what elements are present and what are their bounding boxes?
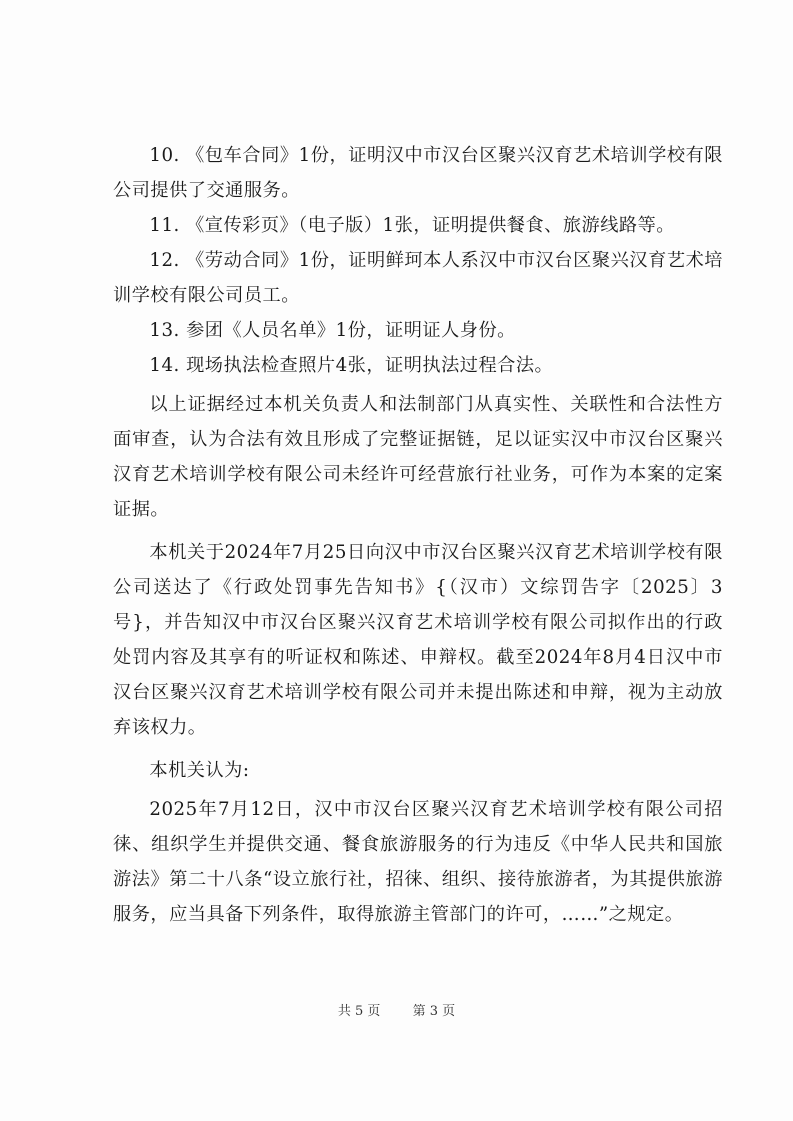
paragraph-evidence-review: 以上证据经过本机关负责人和法制部门从真实性、关联性和合法性方面审查，认为合法有效且形成了完整证据链，足以证实汉中市汉台区聚兴汉育艺术培训学校有限公司未经许可经营旅行社业务，可作为本案的定案证据。 <box>113 394 723 520</box>
paragraph-violation-finding: 2025年7月12日，汉中市汉台区聚兴汉育艺术培训学校有限公司招徕、组织学生并提供交通、餐食旅游服务的行为违反《中华人民共和国旅游法》第二十八条“设立旅行社，招徕、组织、接待旅游者，为其提供旅游服务，应当具备下列条件，取得旅游主管部门的许可，……”之规定。 <box>113 799 723 925</box>
current-page-label: 第 3 页 <box>412 1004 456 1019</box>
paragraph-evidence-12: 12. 《劳动合同》1份，证明鲜珂本人系汉中市汉台区聚兴汉育艺术培训学校有限公司员工。 <box>113 250 723 306</box>
paragraph-evidence-13: 13. 参团《人员名单》1份，证明证人身份。 <box>149 320 516 341</box>
total-pages-label: 共 5 页 <box>337 1004 381 1019</box>
document-body <box>113 138 723 932</box>
paragraph-notice-delivery: 本机关于2024年7月25日向汉中市汉台区聚兴汉育艺术培训学校有限公司送达了《行政处罚事先告知书》{（汉市）文综罚告字〔2025〕3号}，并告知汉中市汉台区聚兴汉育艺术培训学校有限公司拟作出的行政处罚内容及其享有的听证权和陈述、申辩权。截至2024年8月4日汉中市汉台区聚兴汉育艺术培训学校有限公司并未提出陈述和申辩，视为主动放弃该权力。 <box>113 542 723 738</box>
paragraph-evidence-14: 14. 现场执法检查照片4张，证明执法过程合法。 <box>149 355 554 376</box>
paragraph-evidence-11: 11. 《宣传彩页》（电子版）1张，证明提供餐食、旅游线路等。 <box>149 215 675 236</box>
paragraph-evidence-10: 10. 《包车合同》1份，证明汉中市汉台区聚兴汉育艺术培训学校有限公司提供了交通服务。 <box>113 145 723 201</box>
paragraph-authority-opinion-heading: 本机关认为: <box>149 760 250 781</box>
page-footer <box>0 1000 793 1019</box>
